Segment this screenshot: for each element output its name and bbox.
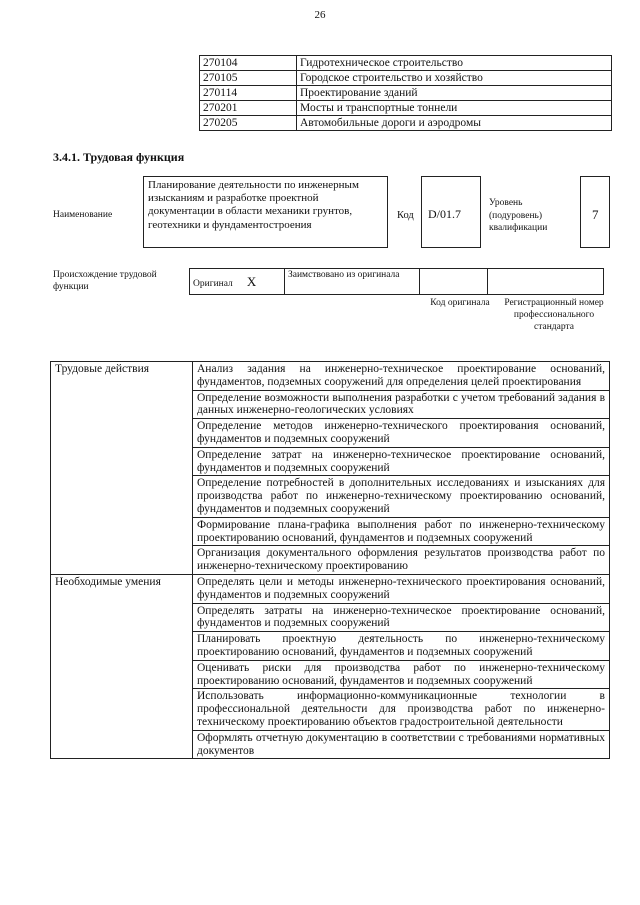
code-value: D/01.7 [421,176,481,248]
skill-title: Необходимые умения [51,574,193,758]
reg-number-cell [488,269,604,295]
borrowed-label: Заимствовано из оригинала [285,269,420,295]
level-label-text: Уровень (подуровень) квалификации [489,198,548,233]
origin-table [189,268,604,295]
labor-action-item: Определение методов инженерно-технического проектирования оснований, фундаментов и подземных сооружений [193,419,610,448]
labor-action-title: Трудовые действия [51,362,193,575]
qualification-level-value: 7 [580,176,610,248]
skill-item: Использовать информационно-коммуникационные технологии в профессиональной деятельности для производства работ по инженерно-техническому проектированию объектов градостроительной деятельности [193,689,610,730]
specialty-name: Городское строительство и хозяйство [297,71,612,86]
origin-label-text: Происхождение трудовой функции [53,270,157,292]
blank-cell [52,71,200,86]
specialty-codes-table [52,55,612,131]
original-label: Оригинал [193,278,233,289]
page-number: 26 [314,9,326,21]
table-row [52,56,612,71]
specialty-name: Гидротехническое строительство [297,56,612,71]
table-row [52,71,612,86]
labor-action-item: Организация документального оформления результатов производства работ по инженерно-техническому проектированию [193,546,610,575]
section-title: 3.4.1. Трудовая функция [53,150,185,164]
specialty-name: Проектирование зданий [297,86,612,101]
skill-item: Оформлять отчетную документацию в соответствии с требованиями нормативных документов [193,730,610,759]
original-mark: X [246,273,257,289]
labor-action-item: Определение возможности выполнения разработки с учетом требований задания в данных инженерно-геологических условиях [193,390,610,419]
labor-action-item: Определение потребностей в дополнительных исследованиях и изысканиях для производства работ по инженерно-техническому проектированию оснований, фундаментов и подземных сооружений [193,476,610,517]
blank-cell [52,86,200,101]
origin-code-cell [420,269,488,295]
code-label: Код [397,210,414,221]
table-row [52,116,612,131]
reg-number-label: Регистрационный номер профессионального стандарта [504,298,604,332]
labor-action-item: Формирование плана-графика выполнения работ по инженерно-техническому проектированию оснований, фундаментов и подземных сооружений [193,517,610,546]
origin-code-label: Код оригинала [430,298,490,308]
skill-item: Планировать проектную деятельность по инженерно-техническому проектированию оснований, фундаментов и подземных сооружений [193,632,610,661]
table-row [51,362,610,391]
specialty-name: Автомобильные дороги и аэродромы [297,116,612,131]
original-cell [190,269,285,295]
labor-action-item: Определение затрат на инженерно-техническое проектирование оснований, фундаментов и подземных сооружений [193,447,610,476]
origin-label [53,269,181,293]
labor-action-item: Анализ задания на инженерно-техническое проектирование оснований, фундаментов, подземных сооружений для определения целей проектирования [193,362,610,391]
specialty-code: 270114 [200,86,297,101]
skill-item: Определять цели и методы инженерно-технического проектирования оснований, фундаментов и подземных сооружений [193,574,610,603]
table-row [52,101,612,116]
specialty-code: 270201 [200,101,297,116]
specialty-code: 270104 [200,56,297,71]
table-row [52,86,612,101]
specialty-code: 270205 [200,116,297,131]
skill-item: Оценивать риски для производства работ по инженерно-техническому проектированию оснований, фундаментов и подземных сооружений [193,660,610,689]
function-name-value: Планирование деятельности по инженерным изысканиям и разработке проектной документации в области механики грунтов, геотехники и фундаментостроения [143,176,388,248]
name-label: Наименование [53,210,113,220]
specialty-code: 270105 [200,71,297,86]
specialty-name: Мосты и транспортные тоннели [297,101,612,116]
qualification-level-label [489,197,561,235]
blank-cell [52,116,200,131]
blank-cell [52,56,200,71]
blank-cell [52,101,200,116]
table-row [51,574,610,603]
function-details-table [50,361,610,759]
skill-item: Определять затраты на инженерно-техническое проектирование оснований, фундаментов и подземных сооружений [193,603,610,632]
